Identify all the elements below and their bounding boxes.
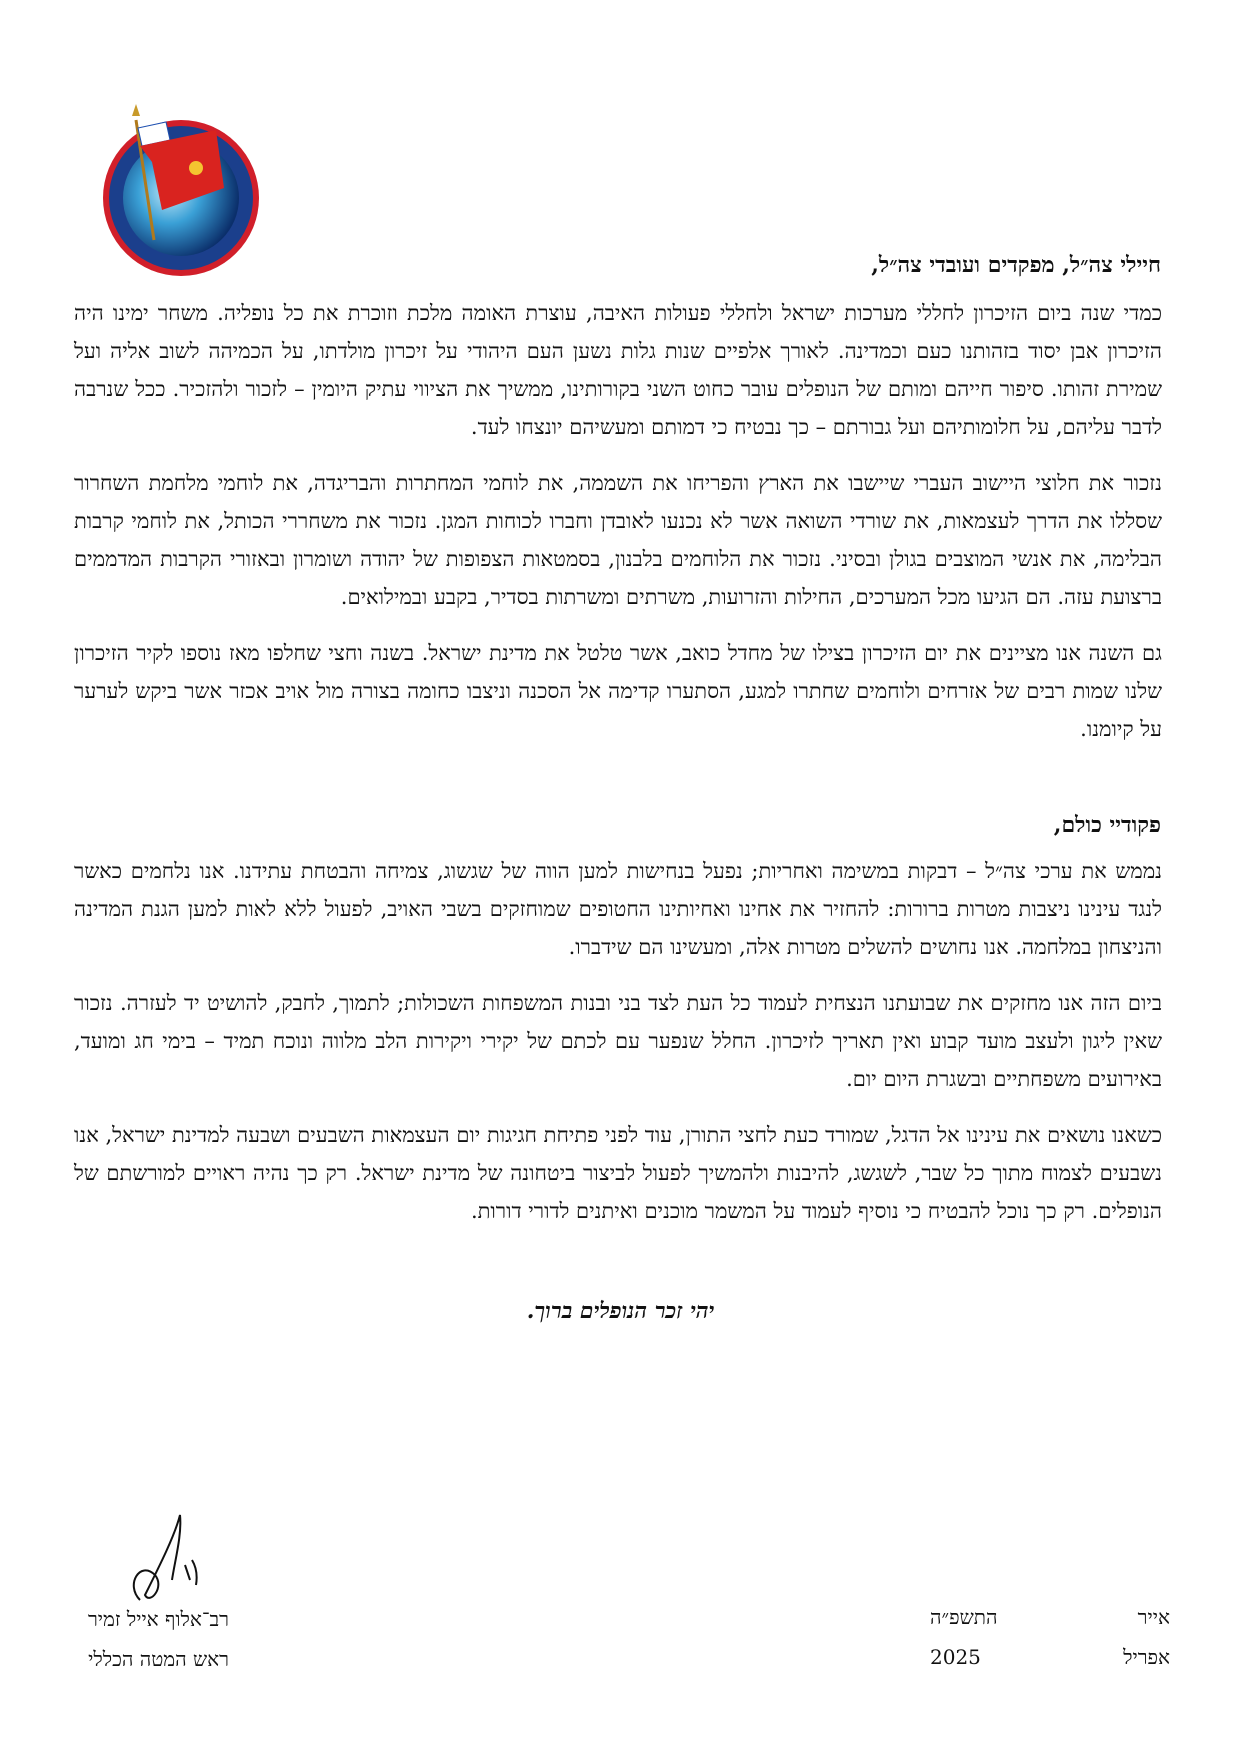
handwritten-signature-icon — [120, 1505, 230, 1615]
idf-emblem-icon — [96, 100, 266, 280]
paragraph-3: גם השנה אנו מציינים את יום הזיכרון בצילו של מחדל כואב, אשר טלטל את מדינת ישראל. בשנה וחצי שחלפו מאז נוספו לקיר הזיכרון שלנו שמות רבים של אזרחים ולוחמים שחתרו למגע, הסתערו קדימה אל הסכנה וניצבו כחומה בצורה מול אויב אכזר אשר ביקש לערער על קיומנו. — [74, 641, 1162, 741]
hebrew-month: אייר — [1137, 1605, 1170, 1629]
paragraph-5: ביום הזה אנו מחזקים את שבועתנו הנצחית לעמוד כל העת לצד בני ובנות המשפחות השכולות; לתמוך, לחבק, להושיט יד לעזרה. נזכור שאין ליגון ולעצב מועד קבוע ואין תאריך לזיכרון. החלל שנפער עם לכתם של יקירי ויקירות הלב מלווה ונוכח תמיד – בימי חג ומועד, באירועים משפחתיים ובשגרת היום יום. — [74, 991, 1162, 1091]
gregorian-date-row — [930, 1645, 1170, 1685]
signature-block — [29, 1607, 229, 1672]
signer-title: ראש המטה הכללי — [88, 1647, 229, 1671]
paragraph-6: כשאנו נושאים את עינינו אל הדגל, שמורד כעת לחצי התורן, עוד לפני פתיחת חגיגות יום העצמאות השבעים ושבעה למדינת ישראל, אנו נשבעים לצמוח מתוך כל שבר, לשגשג, להיבנות ולהמשיך לפעול לביצור ביטחונה של מדינת ישראל. רק כך נהיה ראויים למורשתם של הנופלים. רק כך נוכל להבטיח כי נוסיף לעמוד על המשמר מוכנים ואיתנים לדורי דורות. — [74, 1123, 1162, 1223]
closing-line: יהי זכר הנופלים ברוך. — [526, 1298, 715, 1324]
paragraph-4: נממש את ערכי צה״ל – דבקות במשימה ואחריות; נפעל בנחישות למען הווה של שגשוג, צמיחה והבטחת עתידנו. אנו נלחמים כאשר לנגד עינינו ניצבות מטרות ברורות: להחזיר את אחינו ואחיותינו החטופים שמוחזקים בשבי האויב, לפעול ללא לאות למען הגנת המדינה והניצחון במלחמה. אנו נחושים להשלים מטרות אלה, ומעשינו הם שידברו. — [74, 859, 1162, 959]
paragraph-1: כמדי שנה ביום הזיכרון לחללי מערכות ישראל ולחללי פעולות האיבה, עוצרת האומה מלכת וזוכרת את כל נופליה. משחר ימינו היה הזיכרון אבן יסוד בזהותנו כעם וכמדינה. לאורך אלפיים שנות גלות נשען העם היהודי על זיכרון מולדתו, על הכמיהה לשוב אליה ועל שמירת זהותו. סיפור חייהם ומותם של הנופלים עובר כחוט השני בקורותינו, ממשיך את הציווי עתיק היומין – לזכור ולהזכיר. ככל שנרבה לדבר עליהם, על חלומותיהם ועל גבורתם – כך נבטיח כי דמותם ומעשיהם יונצחו לעד. — [74, 301, 1162, 439]
greg-year: 2025 — [930, 1645, 981, 1669]
salutation: חיילי צה״ל, מפקדים ועובדי צה״ל, — [871, 252, 1161, 278]
date-block — [930, 1605, 1170, 1685]
paragraph-2: נזכור את חלוצי היישוב העברי שיישבו את הארץ והפריחו את השממה, את לוחמי המחתרות והבריגדה, את לוחמי מלחמת השחרור שסללו את הדרך לעצמאות, את שורדי השואה אשר לא נכנעו לאובדן וחברו לכוחות המגן. נזכור את משחררי הכותל, את לוחמי קרבות הבלימה, את אנשי המוצבים בגולן ובסיני. נזכור את הלוחמים בלבנון, בסמטאות הצפופות של יהודה ושומרון ובאזורי הקרבות המדממים ברצועת עזה. הם הגיעו מכל המערכים, החילות והזרועות, משרתים ומשרתות בסדיר, בקבע ובמילואים. — [74, 471, 1162, 609]
hebrew-date-row — [930, 1605, 1170, 1645]
hebrew-year: התשפ״ה — [930, 1605, 998, 1629]
letter-body-part2 — [74, 852, 1162, 1230]
letter-body-part1 — [74, 294, 1162, 748]
greg-month: אפריל — [1123, 1645, 1170, 1669]
subheading: פקודיי כולם, — [1053, 812, 1161, 838]
signer-name: רב־אלוף אייל זמיר — [87, 1607, 229, 1631]
